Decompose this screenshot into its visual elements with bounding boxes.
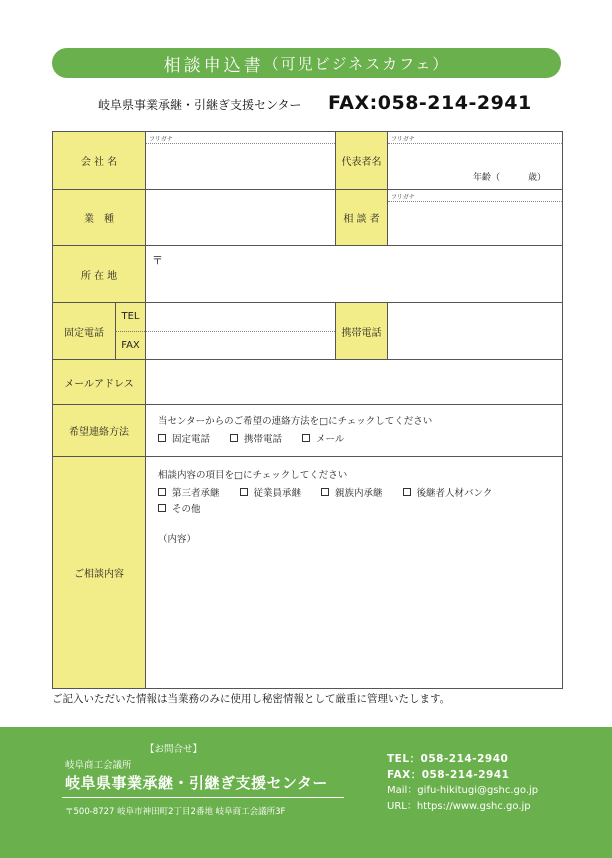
contact-option-mobile[interactable]: 携帯電話 <box>230 431 282 445</box>
header-org: 岐阜県事業承継・引継ぎ支援センター <box>98 98 302 112</box>
tel-label: TEL <box>115 303 145 331</box>
checkbox-icon[interactable] <box>302 434 310 442</box>
checkbox-icon[interactable] <box>158 434 166 442</box>
consult-option-third-party[interactable]: 第三者承継 <box>158 485 220 499</box>
tel-fax-divider <box>146 331 335 332</box>
consult-field[interactable] <box>146 457 563 689</box>
footer-mail[interactable]: Mail：gifu-hikitugi@gshc.go.jp <box>387 785 539 796</box>
privacy-notice: ご記入いただいた情報は当業務のみに使用し秘密情報として厳重に管理いたします。 <box>52 693 451 705</box>
mobile-field[interactable] <box>388 303 563 360</box>
consultant-field[interactable] <box>388 190 563 246</box>
industry-field[interactable] <box>146 190 336 246</box>
company-furigana: フリガナ <box>146 132 335 144</box>
representative-label: 代表者名 <box>336 132 388 190</box>
footer-org-small: 岐阜商工会議所 <box>65 760 132 771</box>
contact-method-instruction: 当センターからのご希望の連絡方法を□にチェックしてください <box>158 416 433 427</box>
footer-tel: TEL：058-214-2940 <box>387 753 509 765</box>
representative-furigana: フリガナ <box>388 132 562 144</box>
email-label: メールアドレス <box>53 360 146 405</box>
postal-mark: 〒 <box>152 254 163 267</box>
form-subtitle: （可児ビジネスカフェ） <box>263 54 450 73</box>
contact-option-email[interactable]: メール <box>302 431 344 445</box>
age-field[interactable]: 年齢（ 歳） <box>472 173 546 183</box>
checkbox-icon[interactable] <box>321 488 329 496</box>
phone-label-text: 固定電話 <box>64 327 104 339</box>
consult-option-family[interactable]: 親族内承継 <box>321 485 383 499</box>
address-label: 所 在 地 <box>53 246 146 303</box>
checkbox-icon[interactable] <box>403 488 411 496</box>
industry-label: 業 種 <box>53 190 146 246</box>
contact-option-landline[interactable]: 固定電話 <box>158 431 210 445</box>
tel-fax-fields[interactable] <box>146 303 336 360</box>
email-field[interactable] <box>146 360 563 405</box>
checkbox-icon[interactable] <box>158 488 166 496</box>
representative-field[interactable] <box>388 132 563 190</box>
form-title: 相談申込書 <box>163 55 264 76</box>
checkbox-icon[interactable] <box>158 504 166 512</box>
consult-label: ご相談内容 <box>53 457 146 689</box>
footer-fax: FAX：058-214-2941 <box>387 769 510 781</box>
form-title-banner <box>52 48 561 78</box>
address-field[interactable] <box>146 246 563 303</box>
fax-label: FAX <box>115 331 145 360</box>
contact-method-label: 希望連絡方法 <box>53 405 146 457</box>
company-name-field[interactable] <box>146 132 336 190</box>
contact-method-field <box>146 405 563 457</box>
footer-divider <box>62 797 344 798</box>
footer-contact <box>387 751 538 815</box>
company-name-label: 会 社 名 <box>53 132 146 190</box>
footer <box>0 727 612 858</box>
consultant-furigana: フリガナ <box>388 190 562 202</box>
checkbox-icon[interactable] <box>230 434 238 442</box>
footer-org-big: 岐阜県事業承継・引継ぎ支援センター <box>65 774 328 792</box>
phone-label <box>53 303 146 360</box>
consult-option-employee[interactable]: 従業員承継 <box>240 485 302 499</box>
footer-address: 〒500-8727 岐阜市神田町2丁目2番地 岐阜商工会議所3F <box>65 807 286 817</box>
mobile-label: 携帯電話 <box>336 303 388 360</box>
consult-option-other[interactable]: その他 <box>158 501 201 515</box>
application-form <box>52 131 563 689</box>
consultant-label: 相 談 者 <box>336 190 388 246</box>
footer-inquiry: 【お問合せ】 <box>145 744 203 755</box>
header-fax: FAX:058-214-2941 <box>328 92 532 114</box>
checkbox-icon[interactable] <box>240 488 248 496</box>
content-label: （内容） <box>158 534 197 545</box>
consult-instruction: 相談内容の項目を□にチェックしてください <box>158 470 348 481</box>
footer-url[interactable]: URL：https://www.gshc.go.jp <box>387 801 531 812</box>
consult-option-successor-bank[interactable]: 後継者人材バンク <box>403 485 493 499</box>
